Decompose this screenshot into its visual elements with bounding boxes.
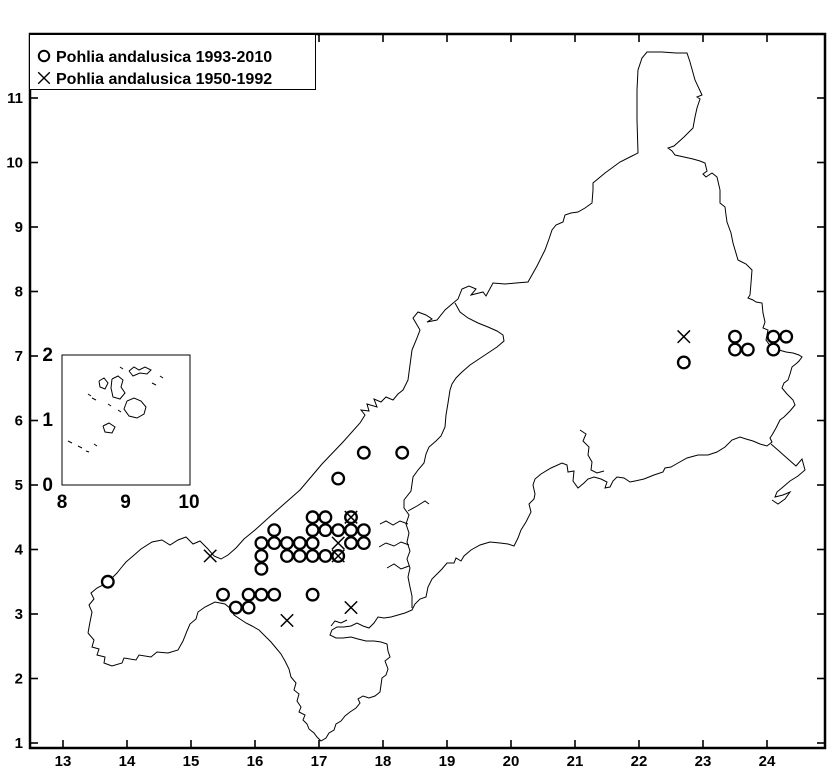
inset-y-tick-label: 2 [42,345,53,366]
y-tick-label: 1 [14,735,23,752]
circle-marker [217,589,229,601]
inset-y-tick-label: 0 [42,475,53,496]
inset-x-tick-label: 8 [56,492,68,513]
x-tick-label: 16 [246,753,264,768]
circle-marker [256,550,268,562]
circle-marker [268,589,280,601]
y-tick-label: 6 [14,412,23,430]
circle-marker [294,550,306,562]
circle-marker [243,589,255,601]
x-tick-label: 13 [54,753,72,768]
cornwall-coastline [88,52,802,741]
markers-1993-2010 [102,331,792,613]
circle-marker [358,447,370,459]
markers-1950-1992 [204,330,690,626]
legend-item-label: Pohlia andalusica 1950-1992 [56,71,273,88]
x-tick-label: 14 [118,753,136,768]
x-tick-label: 15 [182,753,200,768]
y-tick-label: 4 [14,541,23,559]
circle-marker [678,357,690,369]
estuary-creek-line [380,521,408,525]
x-tick-label: 18 [374,753,392,768]
legend-item-label: Pohlia andalusica 1993-2010 [56,49,273,66]
circle-marker [102,576,114,588]
circle-marker [256,563,268,575]
circle-marker [768,331,780,343]
y-tick-label: 2 [14,670,23,688]
circle-marker [256,537,268,549]
estuary-creek-line [387,564,409,569]
circle-marker [307,589,319,601]
circle-marker [307,524,319,536]
legend-circle-marker [39,51,49,61]
circle-marker [307,550,319,562]
y-tick-label: 8 [14,283,23,301]
circle-marker [768,344,780,356]
circle-marker [256,589,268,601]
x-tick-label: 23 [694,753,712,768]
circle-marker [320,524,332,536]
estuary-creek-line [379,542,409,547]
circle-marker [320,511,332,523]
circle-marker [729,331,741,343]
circle-marker [780,331,792,343]
circle-marker [230,602,242,614]
circle-marker [345,524,357,536]
circle-marker [358,537,370,549]
circle-marker [332,473,344,485]
circle-marker [320,550,332,562]
circle-marker [268,524,280,536]
circle-marker [729,344,741,356]
x-tick-label: 17 [310,753,328,768]
inset-x-tick-label: 10 [178,492,200,513]
y-tick-label: 10 [6,154,23,172]
y-tick-label: 5 [14,477,23,494]
map-outline [88,52,805,741]
y-tick-label: 9 [14,219,23,236]
inset-y-tick-label: 1 [42,410,53,431]
circle-marker [307,537,319,549]
scilly-inset [62,355,190,485]
circle-marker [307,511,319,523]
circle-marker [268,537,280,549]
estuary-creek-line [771,444,805,504]
circle-marker [294,537,306,549]
x-tick-label: 19 [438,753,456,768]
y-tick-label: 11 [7,90,23,107]
circle-marker [742,344,754,356]
legend [30,35,316,90]
x-tick-label: 20 [502,753,520,768]
inset-x-tick-label: 9 [120,492,131,513]
circle-marker [358,524,370,536]
circle-marker [281,550,293,562]
circle-marker [281,537,293,549]
estuary-creek-line [408,501,429,511]
x-tick-label: 22 [630,753,648,768]
circle-marker [243,602,255,614]
estuary-creek-line [331,620,347,626]
inset-box [62,355,190,485]
y-tick-label: 3 [14,606,23,623]
y-tick-label: 7 [14,348,23,365]
estuary-creek-line [580,430,604,473]
x-tick-label: 21 [566,753,584,768]
circle-marker [332,524,344,536]
circle-marker [396,447,408,459]
circle-marker [345,537,357,549]
x-tick-label: 24 [758,753,776,768]
